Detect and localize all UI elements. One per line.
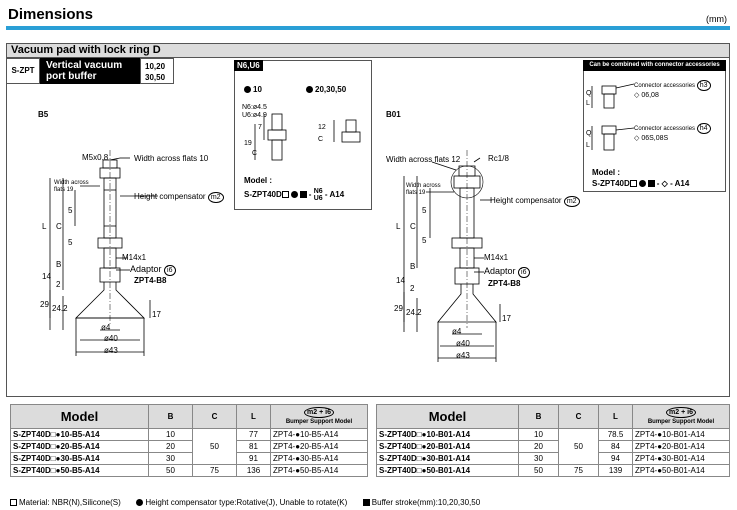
connector-acc2-sizes: ◇ 06S,08S [634,135,669,142]
series-type: Vertical vacuum port buffer [40,58,140,84]
b5-adaptor: Adaptor i6 [130,264,176,276]
unit-label: (mm) [706,14,727,24]
filled-circle-icon [136,499,143,506]
b5-dim-24: 24.2 [52,304,68,313]
n6u6-dim-7: 7 [258,124,262,131]
n6u6-tag: N6,U6 [234,60,263,71]
b01-adaptor: Adaptor i6 [484,266,530,278]
series-code: S-ZPT [6,58,40,84]
empty-square-icon [630,180,637,187]
n6u6-model-label: Model : [244,176,272,185]
col-b: B [149,405,193,429]
connector-title: Can be combined with connector accessories [583,60,726,71]
col-l: L [599,405,633,429]
n6u6-u6: U6:ø4.9 [242,112,267,119]
table-row: S-ZPT40D□●50-B5-A14 50 75 136 ZPT4-●50-B5-A14 [11,465,368,477]
table-row: S-ZPT40D□●30-B01-A14 30 94 ZPT4-●30-B01-A14 [377,453,730,465]
b5-dim-17: 17 [152,310,161,319]
b01-dim-b: B [410,262,416,271]
section-title: Vacuum pad with lock ring D [6,43,730,58]
col-c: C [559,405,599,429]
b5-dim-29: 29 [40,300,49,309]
b5-dim-14: 14 [42,272,51,281]
b01-flats-side: Width across flats 19 [406,183,441,196]
filled-square-icon [648,180,655,187]
b5-dim-d4: ø4 [101,323,111,332]
b01-flats-top: Width across flats 12 [386,155,461,164]
b01-height-comp: Height compensator m2 [490,196,580,207]
connector-acc1: Connector accessories h3 [634,80,711,91]
b01-adaptor-model: ZPT4-B8 [488,279,521,288]
b01-dim-5a: 5 [422,206,427,215]
connector-model: S-ZPT40D - ◇ - A14 [592,179,690,188]
ref-m2-icon: m2 [208,192,224,203]
ref-m2-icon: m2 [564,196,580,207]
b5-dim-c: C [56,222,62,231]
b5-adaptor-model: ZPT4-B8 [134,276,167,285]
b5-dim-2: 2 [56,280,61,289]
ref-h4-icon: h4 [697,123,711,134]
b5-dim-d43: ø43 [104,346,118,355]
connector-dim-l2: L [586,142,590,149]
connector-acc1-sizes: ◇ 06,08 [634,92,659,99]
b01-dim-d4: ø4 [452,327,462,336]
b5-flats-top: Width across flats 10 [134,154,209,163]
b01-dim-d43: ø43 [456,351,470,360]
b5-thread-mid: M14x1 [122,253,147,262]
connector-dim-q2: Q [586,130,592,137]
n6u6-dim-c: C [252,150,258,157]
col-support: m2 + i6 Bumper Support Model [633,405,730,429]
n6u6-n6: N6:ø4.5 [242,104,267,111]
col-c: C [193,405,237,429]
table-row: S-ZPT40D□●20-B5-A14 20 81 ZPT4-●20-B5-A14 [11,441,368,453]
b01-thread-top: Rc1/8 [488,154,509,163]
b5-dim-5b: 5 [68,238,73,247]
b5-label: B5 [38,110,49,119]
filled-square-icon [363,499,370,506]
n6u6-dim-c2: C [318,136,324,143]
b5-thread-top: M5x0.8 [82,153,109,162]
b5-height-comp: Height compensator m2 [134,192,224,203]
ref-i6-icon: i6 [164,265,175,276]
b01-thread-mid: M14x1 [484,253,509,262]
b01-dim-l: L [396,222,401,231]
ref-h3-icon: h3 [697,80,711,91]
col-model: Model [377,405,519,429]
table-row: S-ZPT40D□●20-B01-A14 20 84 ZPT4-●20-B01-A14 [377,441,730,453]
b01-label: B01 [386,110,401,119]
model-table-b01 [376,404,730,477]
b5-dim-b: B [56,260,62,269]
table-row: S-ZPT40D□●30-B5-A14 30 91 ZPT4-●30-B5-A14 [11,453,368,465]
page-title: Dimensions [8,6,94,23]
table-row: S-ZPT40D□●50-B01-A14 50 75 139 ZPT4-●50-B01-A14 [377,465,730,477]
n6u6-opt-b: 20,30,50 [306,85,346,94]
n6u6-opt-a: 10 [244,85,262,94]
col-b: B [519,405,559,429]
b01-dim-14: 14 [396,276,405,285]
connector-dim-q: Q [586,90,592,97]
empty-square-icon [10,499,17,506]
b01-dim-c: C [410,222,416,231]
model-table-b5 [10,404,368,477]
filled-circle-icon [639,180,646,187]
table-row: S-ZPT40D□●10-B01-A14 10 50 78.5 ZPT4-●10-B01-A14 [377,429,730,441]
b01-dim-5b: 5 [422,236,427,245]
col-support: m2 + i6 Bumper Support Model [271,405,368,429]
connector-acc2: Connector accessories h4 [634,123,711,134]
b01-dim-24: 24.2 [406,308,422,317]
b01-dim-2: 2 [410,284,415,293]
b5-dim-5a: 5 [68,206,73,215]
connector-model-label: Model : [592,168,620,177]
b5-dim-l: L [42,222,47,231]
b01-dim-29: 29 [394,304,403,313]
n6u6-dim-12: 12 [318,124,326,131]
table-row: S-ZPT40D□●10-B5-A14 10 50 77 ZPT4-●10-B5-A14 [11,429,368,441]
n6u6-model: S-ZPT40D - N6 U6 - A14 [244,188,345,202]
n6u6-dim-19: 19 [244,140,252,147]
b01-dim-17: 17 [502,314,511,323]
b5-dim-d40: ø40 [104,334,118,343]
series-strokes: 10,20 30,50 [140,58,174,84]
b01-dim-d40: ø40 [456,339,470,348]
b5-flats-side: Width across flats 19 [54,180,89,193]
col-model: Model [11,405,149,429]
footer-legend: Material: NBR(N),Silicone(S) Height compensator type:Rotative(J), Unable to rotate(K) Buffer stroke(mm):10,20,30,50 [10,498,480,507]
col-l: L [237,405,271,429]
ref-i6-icon: i6 [518,267,529,278]
connector-dim-l: L [586,100,590,107]
